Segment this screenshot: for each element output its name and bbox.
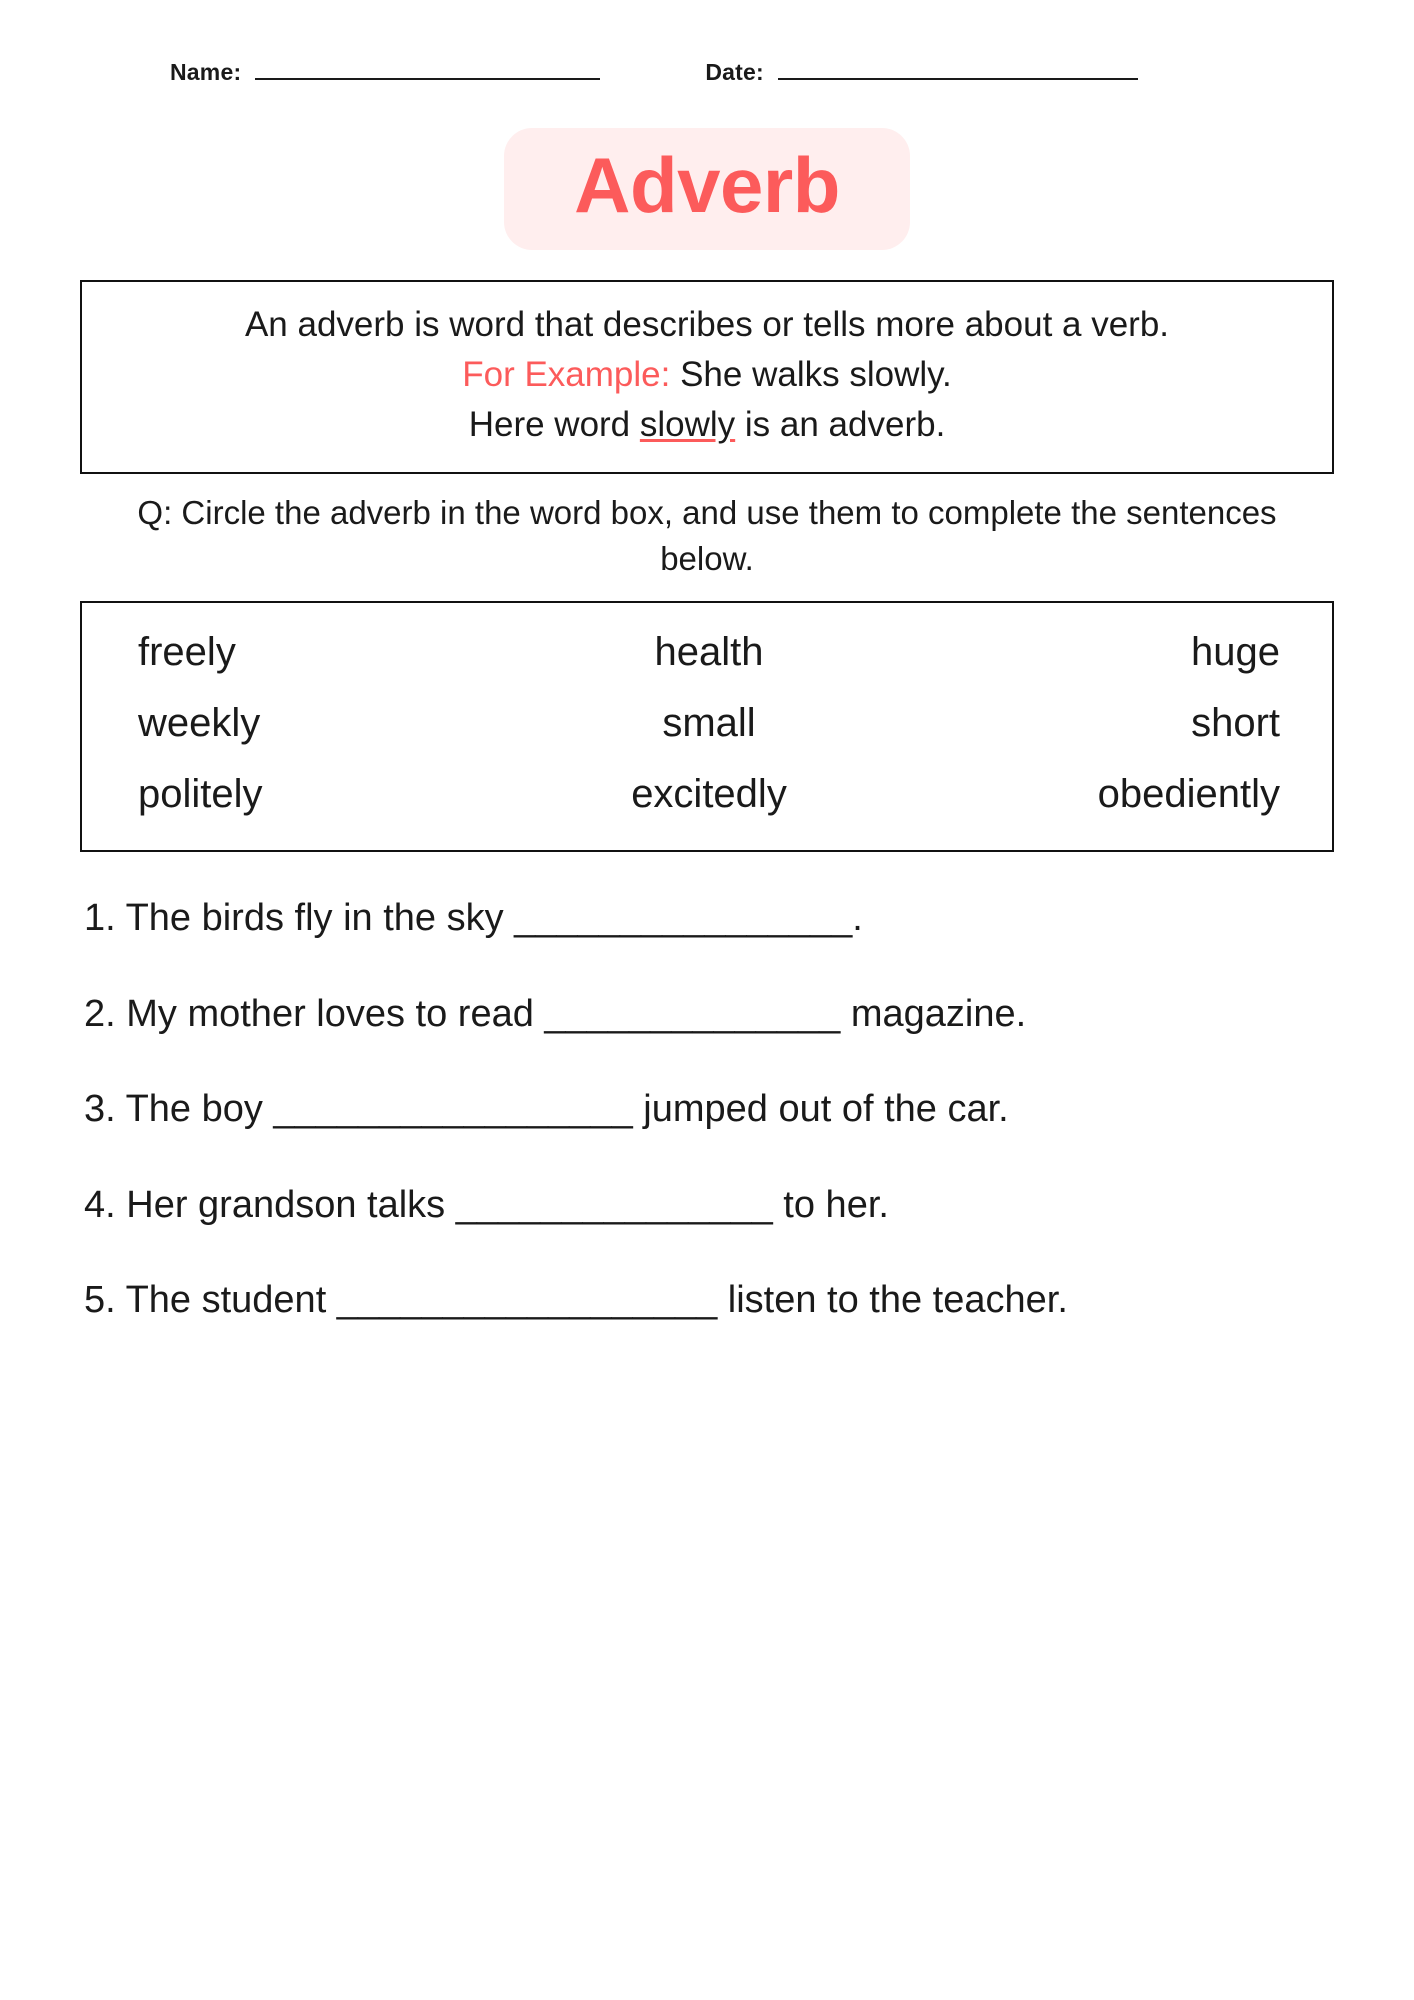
word-box bbox=[80, 601, 1334, 853]
page-title: Adverb bbox=[574, 141, 840, 229]
definition-line-3-prefix: Here word bbox=[468, 405, 640, 445]
definition-line-1: An adverb is word that describes or tells more about a verb. bbox=[244, 305, 1170, 344]
word-item[interactable]: weekly bbox=[138, 700, 261, 745]
definition-highlight-word: slowly bbox=[639, 405, 736, 445]
word-item[interactable]: excitedly bbox=[631, 771, 787, 816]
date-input-line[interactable] bbox=[778, 58, 1138, 80]
word-item[interactable]: freely bbox=[138, 629, 236, 674]
sentence-item[interactable]: 2. My mother loves to read ______________ magazine. bbox=[84, 992, 1027, 1035]
word-item[interactable]: obediently bbox=[1097, 771, 1281, 816]
word-item[interactable]: politely bbox=[138, 771, 263, 816]
name-label: Name: bbox=[170, 59, 242, 85]
word-item[interactable]: short bbox=[1191, 700, 1281, 745]
header bbox=[80, 58, 1334, 86]
definition-line-3-suffix: is an adverb. bbox=[735, 405, 946, 445]
word-item[interactable]: health bbox=[654, 629, 764, 674]
sentence-list bbox=[80, 888, 1334, 1332]
word-row bbox=[116, 617, 1298, 688]
example-text: She walks slowly. bbox=[670, 355, 952, 395]
question-instruction: Q: Circle the adverb in the word box, and use them to complete the sentences below. bbox=[137, 494, 1277, 578]
definition-box bbox=[80, 280, 1334, 474]
sentence-item[interactable]: 5. The student __________________ listen to the teacher. bbox=[84, 1279, 1068, 1322]
definition-example-line bbox=[102, 350, 1312, 400]
word-item[interactable]: small bbox=[662, 700, 756, 745]
word-row bbox=[116, 759, 1298, 830]
sentence-item[interactable]: 4. Her grandson talks _______________ to her. bbox=[84, 1183, 889, 1226]
word-row bbox=[116, 688, 1298, 759]
sentence-item[interactable]: 1. The birds fly in the sky ________________. bbox=[84, 897, 863, 940]
sentence-item[interactable]: 3. The boy _________________ jumped out of the car. bbox=[84, 1088, 1009, 1131]
title-badge bbox=[504, 128, 910, 250]
example-label: For Example: bbox=[462, 355, 671, 395]
definition-line-3 bbox=[102, 400, 1312, 450]
word-item[interactable]: huge bbox=[1191, 629, 1281, 674]
title-container bbox=[80, 128, 1334, 250]
date-label: Date: bbox=[705, 59, 764, 85]
name-input-line[interactable] bbox=[255, 58, 600, 80]
